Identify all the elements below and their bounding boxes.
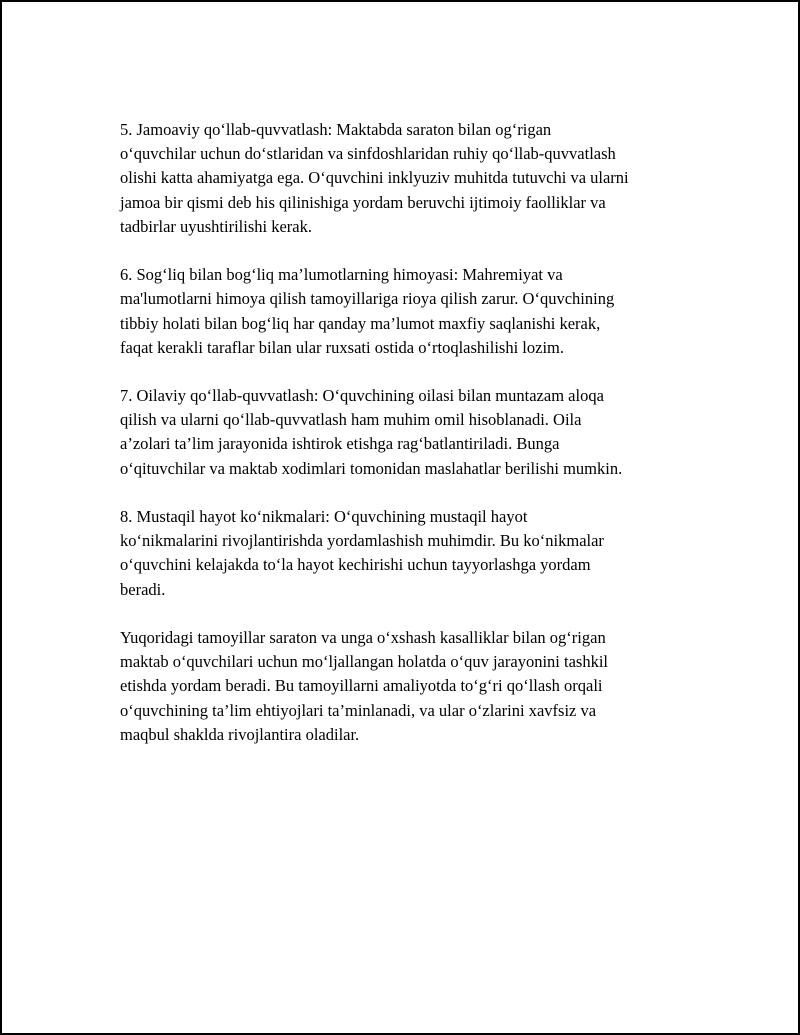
text-line: faqat kerakli taraflar bilan ular ruxsati ostida o‘rtoqlashilishi lozim. (120, 337, 564, 357)
text-line: jamoa bir qismi deb his qilinishiga yordam beruvchi ijtimoiy faolliklar va (120, 192, 606, 212)
text-line: maqbul shaklda rivojlantira oladilar. (120, 724, 360, 744)
text-line: o‘qituvchilar va maktab xodimlari tomonidan maslahatlar berilishi mumkin. (120, 458, 623, 478)
text-line: 7. Oilaviy qo‘llab-quvvatlash: O‘quvchining oilasi bilan muntazam aloqa (120, 386, 604, 406)
paragraph-conclusion (120, 626, 700, 747)
paragraph-collective-support (120, 118, 700, 239)
text-line: 5. Jamoaviy qo‘llab-quvvatlash: Maktabda saraton bilan og‘rigan (120, 120, 552, 139)
text-line: qilish va ularni qo‘llab-quvvatlash ham muhim omil hisoblanadi. Oila (120, 410, 582, 430)
paragraph-health-data-protection (120, 263, 700, 360)
text-line: beradi. (120, 579, 166, 599)
text-line: o‘quvchilar uchun do‘stlaridan va sinfdoshlaridan ruhiy qo‘llab-quvvatlash (120, 144, 616, 164)
text-line: tibbiy holati bilan bog‘liq har qanday ma’lumot maxfiy saqlanishi kerak, (120, 313, 601, 333)
paragraph-family-support (120, 384, 700, 481)
paragraph-independent-life-skills (120, 505, 700, 602)
text-line: o‘quvchining ta’lim ehtiyojlari ta’minlanadi, va ular o‘zlarini xavfsiz va (120, 700, 597, 720)
text-line: 8. Mustaqil hayot ko‘nikmalari: O‘quvchining mustaqil hayot (120, 507, 528, 526)
text-line: ma'lumotlarni himoya qilish tamoyillariga rioya qilish zarur. O‘quvchining (120, 289, 615, 309)
text-line: olishi katta ahamiyatga ega. O‘quvchini inklyuziv muhitda tutuvchi va ularni (120, 168, 629, 188)
text-line: 6. Sog‘liq bilan bog‘liq ma’lumotlarning himoyasi: Mahremiyat va (120, 265, 563, 285)
text-line: Yuqoridagi tamoyillar saraton va unga o‘xshash kasalliklar bilan og‘rigan (120, 627, 606, 647)
text-line: ko‘nikmalarini rivojlantirishda yordamlashish muhimdir. Bu ko‘nikmalar (120, 531, 604, 551)
text-line: a’zolari ta’lim jarayonida ishtirok etishga rag‘batlantiriladi. Bunga (120, 434, 560, 454)
text-line: maktab o‘quvchilari uchun mo‘ljallangan holatda o‘quv jarayonini tashkil (120, 652, 608, 672)
text-line: tadbirlar uyushtirilishi kerak. (120, 216, 312, 236)
document-body (120, 118, 700, 771)
text-line: etishda yordam beradi. Bu tamoyillarni amaliyotda to‘g‘ri qo‘llash orqali (120, 676, 603, 696)
text-line: o‘quvchini kelajakda to‘la hayot kechirishi uchun tayyorlashga yordam (120, 555, 591, 575)
